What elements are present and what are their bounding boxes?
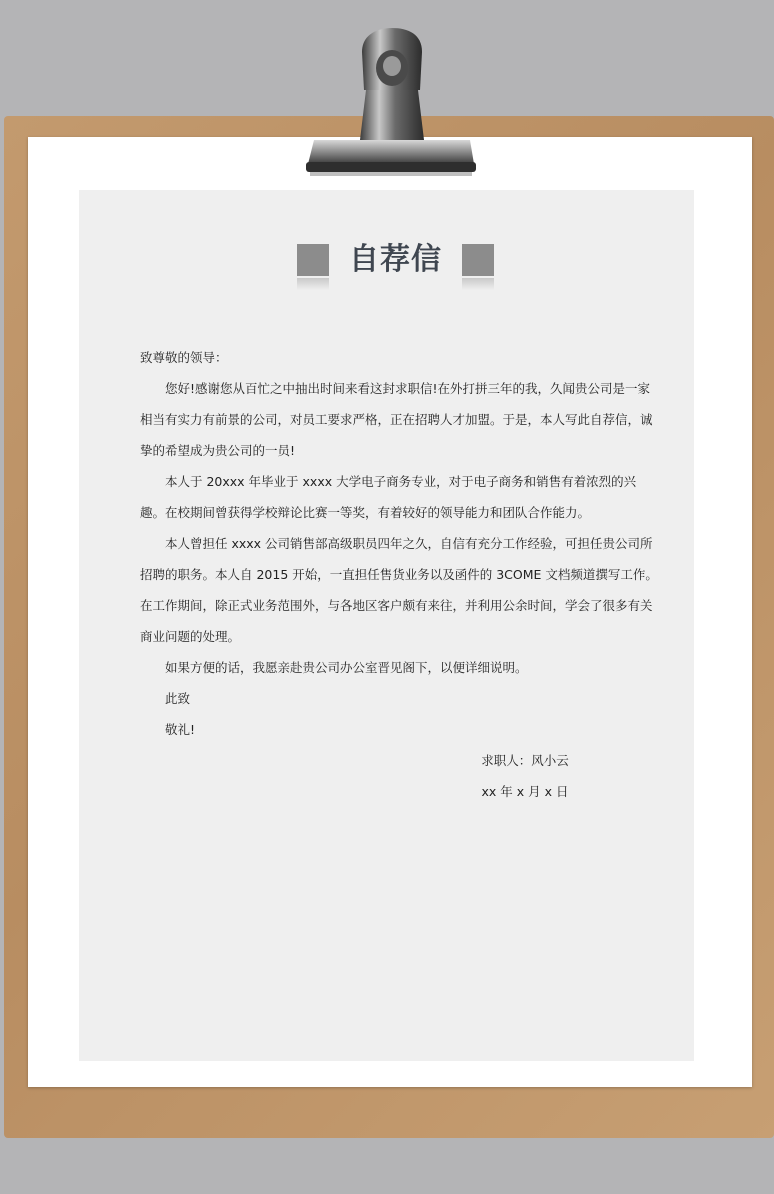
paragraph: 如果方便的话，我愿亲赴贵公司办公室晋见阁下，以便详细说明。: [165, 660, 528, 675]
page-title: 自荐信: [349, 242, 442, 277]
title-square-right: [462, 244, 494, 276]
paragraph: 本人于 20xxx 年毕业于 xxxx 大学电子商务专业，对于电子商务和销售有着浓烈的兴趣。在校期间曾获得学校辩论比赛一等奖，有着较好的领导能力和团队合作能力。: [140, 474, 637, 520]
binder-clip-icon: [0, 0, 774, 200]
salutation: 致尊敬的领导：: [140, 350, 228, 365]
title-square-left: [297, 244, 329, 276]
paragraph: 您好!感谢您从百忙之中抽出时间来看这封求职信!在外打拼三年的我，久闻贵公司是一家相当有实力有前景的公司，对员工要求严格，正在招聘人才加盟。于是，本人写此自荐信，诚挚的希望成为贵公司的一员!: [140, 381, 653, 458]
letter-body: [140, 342, 660, 745]
paragraph: 本人曾担任 xxxx 公司销售部高级职员四年之久，自信有充分工作经验，可担任贵公司所招聘的职务。本人自 2015 开始，一直担任售货业务以及函件的 3COME 文档频道撰写工作。在工作期间，除正式业务范围外，与各地区客户颇有来往，并利用公余时间，学会了很多有关商业问题的处理。: [140, 536, 658, 644]
title-section: [79, 238, 694, 298]
date: xx 年 x 月 x 日: [481, 784, 569, 799]
signature: 求职人：风小云: [481, 753, 569, 768]
closing-line: 此致: [165, 691, 191, 706]
closing-greeting: 敬礼!: [165, 722, 196, 737]
